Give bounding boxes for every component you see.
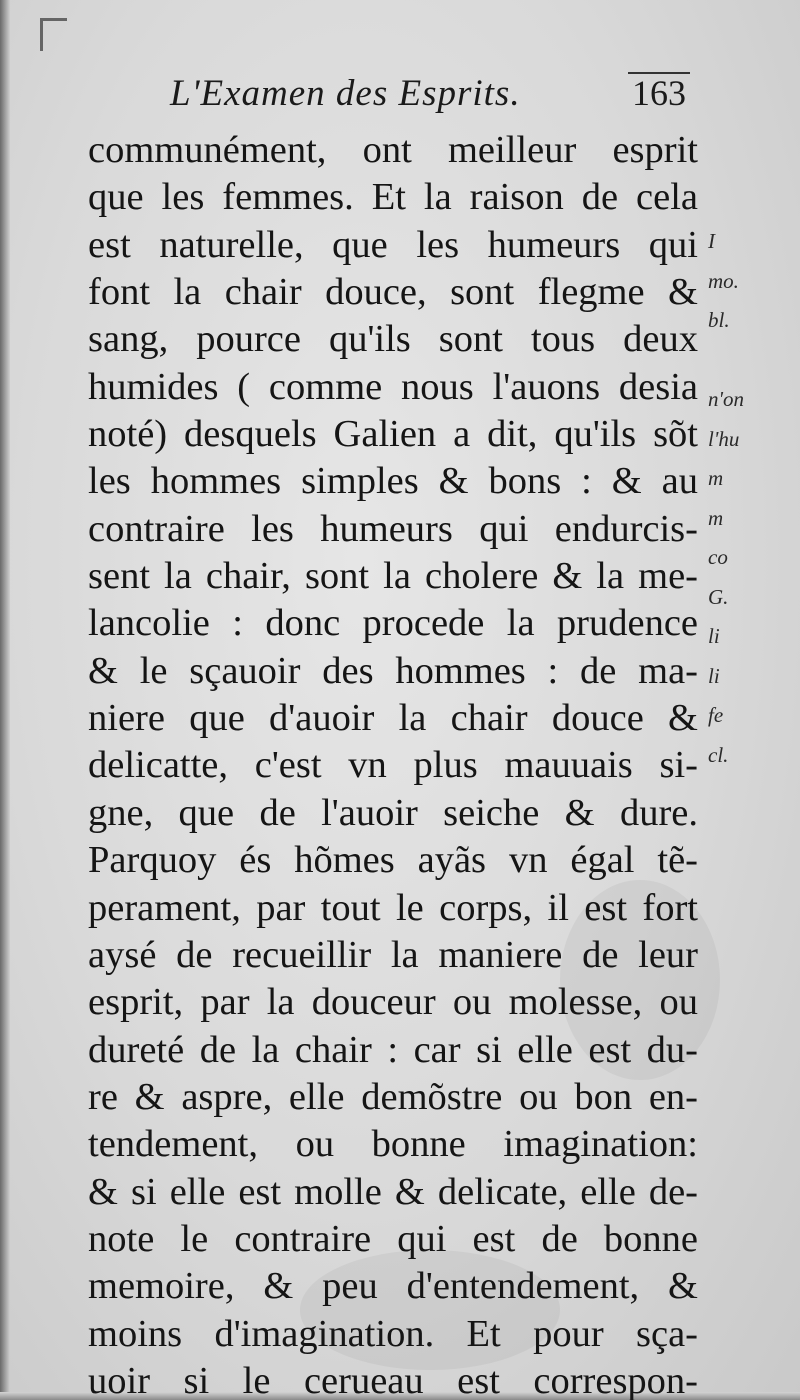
text-line: font la chair douce, sont flegme & bbox=[88, 271, 698, 314]
margin-note-line: li bbox=[708, 624, 720, 648]
margin-note-line: l'hu bbox=[708, 426, 740, 451]
text-line: re & aspre, elle demõstre ou bon en- bbox=[88, 1075, 698, 1118]
text-line: note le contraire qui est de bonne bbox=[88, 1217, 698, 1260]
text-line: Parquoy és hõmes ayãs vn égal tẽ- bbox=[88, 839, 698, 882]
page-edge-shadow bbox=[0, 0, 10, 1400]
margin-note-line: cl. bbox=[708, 742, 729, 767]
text-line: tendement, ou bonne imagination: bbox=[88, 1123, 698, 1166]
body-text bbox=[88, 127, 698, 1400]
text-line: uoir si le cerueau est correspon- bbox=[88, 1359, 698, 1400]
margin-note-line: G. bbox=[708, 584, 729, 609]
margin-note-line: co bbox=[708, 545, 728, 569]
page-number: 163 bbox=[628, 72, 690, 114]
text-line: dureté de la chair : car si elle est du- bbox=[88, 1028, 698, 1071]
marginal-notes bbox=[700, 222, 792, 775]
text-line: delicatte, c'est vn plus mauuais si- bbox=[88, 744, 698, 787]
margin-note-line: n'on bbox=[708, 387, 744, 411]
page-header bbox=[170, 72, 690, 122]
text-line: esprit, par la douceur ou molesse, ou bbox=[88, 981, 698, 1024]
text-line: communément, ont meilleur esprit bbox=[88, 129, 698, 171]
text-line: contraire les humeurs qui endurcis- bbox=[88, 507, 698, 550]
margin-note-line: m bbox=[708, 466, 724, 490]
text-line: niere que d'auoir la chair douce & bbox=[88, 697, 698, 740]
text-line: humides ( comme nous l'auons desia bbox=[88, 365, 698, 408]
margin-note-line: fe bbox=[708, 703, 724, 727]
text-line: memoire, & peu d'entendement, & bbox=[88, 1265, 698, 1308]
text-line: les hommes simples & bons : & au bbox=[88, 460, 698, 503]
text-line: que les femmes. Et la raison de cela bbox=[88, 176, 698, 219]
margin-note-line: I bbox=[708, 229, 715, 253]
margin-note-line: mo. bbox=[708, 268, 739, 293]
text-line: sent la chair, sont la cholere & la me- bbox=[88, 555, 698, 598]
text-line: perament, par tout le corps, il est fort bbox=[88, 886, 698, 929]
corner-print-mark bbox=[40, 18, 67, 51]
text-line: & le sçauoir des hommes : de ma- bbox=[88, 649, 698, 692]
text-line: lancolie : donc procede la prudence bbox=[88, 602, 698, 645]
text-line: moins d'imagination. Et pour sça- bbox=[88, 1312, 698, 1355]
margin-note-line: li bbox=[708, 663, 720, 688]
text-line: noté) desquels Galien a dit, qu'ils sõt bbox=[88, 413, 698, 456]
text-line: sang, pource qu'ils sont tous deux bbox=[88, 318, 698, 361]
text-line: & si elle est molle & delicate, elle de- bbox=[88, 1170, 698, 1213]
margin-note-line bbox=[700, 341, 792, 381]
margin-note-line: m bbox=[708, 505, 724, 530]
margin-note-line: bl. bbox=[708, 308, 730, 332]
text-line: est naturelle, que les humeurs qui bbox=[88, 223, 698, 266]
text-line: aysé de recueillir la maniere de leur bbox=[88, 933, 698, 976]
text-line: gne, que de l'auoir seiche & dure. bbox=[88, 791, 698, 834]
running-title: L'Examen des Esprits. bbox=[170, 73, 521, 114]
